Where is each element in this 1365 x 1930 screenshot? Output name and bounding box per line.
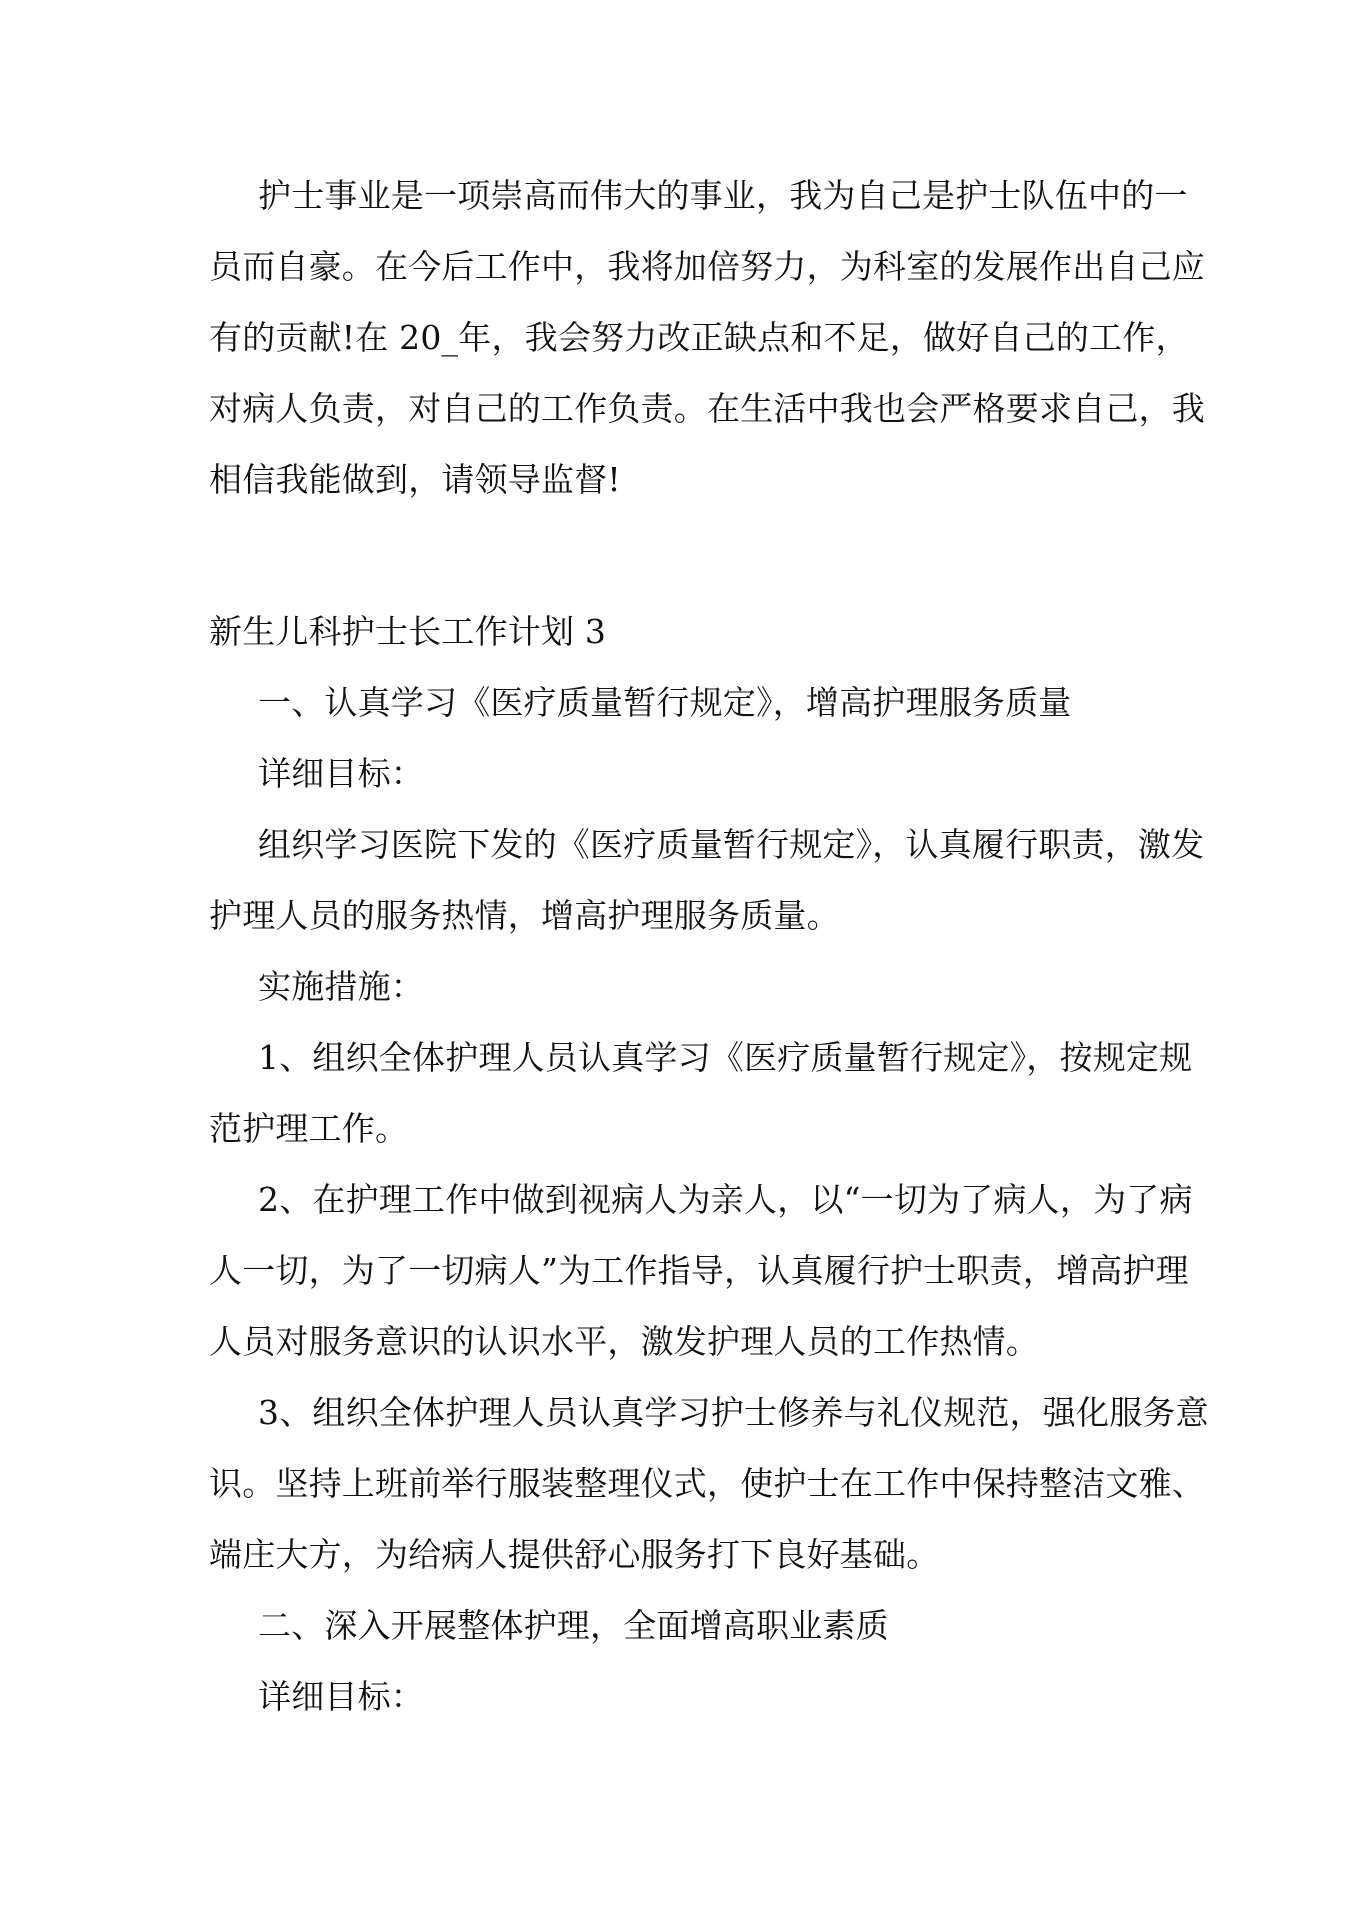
measure3-line-1: 3、组织全体护理人员认真学习护士修养与礼仪规范，强化服务意 xyxy=(258,1393,1209,1432)
measure1-line-1: 1、组织全体护理人员认真学习《医疗质量暂行规定》，按规定规 xyxy=(258,1038,1193,1077)
intro-line-5: 相信我能做到，请领导监督! xyxy=(209,460,621,499)
part2-heading: 二、深入开展整体护理，全面增高职业素质 xyxy=(258,1606,889,1645)
part1-goal-line-1: 组织学习医院下发的《医疗质量暂行规定》，认真履行职责，激发 xyxy=(258,825,1205,864)
intro-line-3: 有的贡献!在 20_年，我会努力改正缺点和不足，做好自己的工作， xyxy=(209,318,1189,357)
measure2-line-2: 人一切，为了一切病人”为工作指导，认真履行护士职责，增高护理 xyxy=(209,1251,1189,1290)
intro-line-2: 员而自豪。在今后工作中，我将加倍努力，为科室的发展作出自己应 xyxy=(209,247,1205,286)
measure3-line-3: 端庄大方，为给病人提供舒心服务打下良好基础。 xyxy=(209,1535,940,1574)
section-title: 新生儿科护士长工作计划 3 xyxy=(209,612,607,651)
measure2-line-1: 2、在护理工作中做到视病人为亲人，以“一切为了病人，为了病 xyxy=(258,1180,1193,1219)
measure3-line-2: 识。坚持上班前举行服装整理仪式，使护士在工作中保持整洁文雅、 xyxy=(209,1464,1205,1503)
part1-goal-label: 详细目标： xyxy=(258,754,424,793)
part1-heading: 一、认真学习《医疗质量暂行规定》，增高护理服务质量 xyxy=(258,683,1072,722)
part1-goal-line-2: 护理人员的服务热情，增高护理服务质量。 xyxy=(209,896,840,935)
intro-line-4: 对病人负责，对自己的工作负责。在生活中我也会严格要求自己，我 xyxy=(209,389,1205,428)
intro-line-1: 护士事业是一项崇高而伟大的事业，我为自己是护士队伍中的一 xyxy=(258,176,1188,215)
part2-goal-label: 详细目标： xyxy=(258,1677,424,1716)
measure1-line-2: 范护理工作。 xyxy=(209,1109,409,1148)
measure2-line-3: 人员对服务意识的认识水平，激发护理人员的工作热情。 xyxy=(209,1322,1039,1361)
part1-measures-label: 实施措施： xyxy=(258,967,424,1006)
